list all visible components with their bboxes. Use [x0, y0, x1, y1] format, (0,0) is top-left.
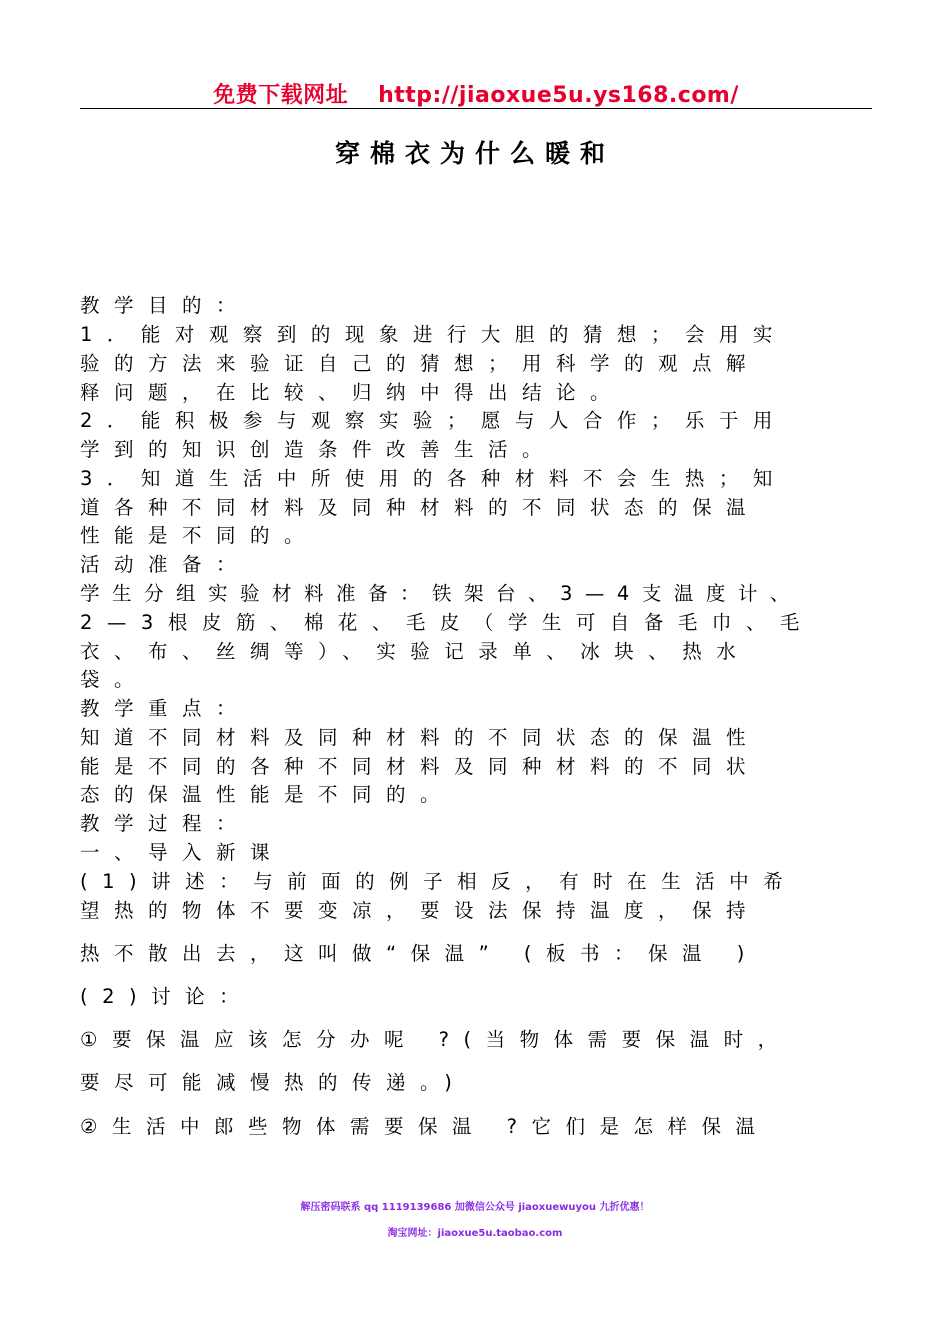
body-line: 2．能积极参与观察实验；愿与人合作；乐于用 [80, 409, 787, 432]
body-line: (1)讲述：与前面的例子相反，有时在生活中希 [80, 870, 798, 893]
body-line: 性能是不同的。 [80, 524, 319, 547]
body-line: 态的保温性能是不同的。 [80, 783, 455, 806]
body-line: 学到的知识创造条件改善生活。 [80, 438, 557, 461]
body-line: 1．能对观察到的现象进行大胆的猜想；会用实 [80, 323, 787, 346]
download-url-link[interactable]: http://jiaoxue5u.ys168.com/ [378, 83, 739, 108]
footer-contact-line: 解压密码联系 qq 1119139686 加微信公众号 jiaoxuewuyou 九折优惠！ [300, 1202, 650, 1213]
body-line: 知道不同材料及同种材料的不同状态的保温性 [80, 726, 761, 749]
footer-shop-link[interactable]: 淘宝网址：jiaoxue5u.taobao.com [387, 1228, 563, 1239]
body-line: ②生活中郎些物体需要保温 ?它们是怎样保温 [80, 1115, 770, 1138]
body-line: 教学目的： [80, 294, 251, 317]
body-line: 3．知道生活中所使用的各种材料不会生热；知 [80, 467, 787, 490]
body-line: 2—3根皮筋、棉花、毛皮（学生可自备毛巾、毛 [80, 611, 814, 634]
body-line: 教学重点： [80, 697, 251, 720]
document-title: 穿棉衣为什么暖和 [334, 139, 615, 168]
body-line: 袋。 [80, 668, 149, 691]
body-line: 释问题，在比较、归纳中得出结论。 [80, 381, 625, 404]
body-line: (2)讨论： [80, 985, 254, 1008]
body-line: 验的方法来验证自己的猜想；用科学的观点解 [80, 352, 761, 375]
body-line: 道各种不同材料及同种材料的不同状态的保温 [80, 496, 761, 519]
header-divider [80, 108, 872, 109]
body-line: 要尽可能减慢热的传递。) [80, 1071, 467, 1094]
body-line: 教学过程： [80, 812, 251, 835]
body-line: 活动准备： [80, 553, 251, 576]
body-line: 能是不同的各种不同材料及同种材料的不同状 [80, 755, 761, 778]
body-line: ①要保温应该怎分办呢 ?(当物体需要保温时， [80, 1028, 792, 1051]
body-line: 热不散出去，这叫做“保温” (板书：保温 ) [80, 942, 759, 965]
download-label: 免费下载网址 [213, 83, 349, 108]
body-line: 望热的物体不要变凉，要设法保持温度，保持 [80, 899, 761, 922]
body-line: 衣、布、丝绸等）、实验记录单、冰块、热水 [80, 640, 751, 663]
body-line: 一、导入新课 [80, 841, 285, 864]
body-line: 学生分组实验材料准备：铁架台、3—4支温度计、 [80, 582, 802, 605]
download-header [80, 78, 872, 109]
